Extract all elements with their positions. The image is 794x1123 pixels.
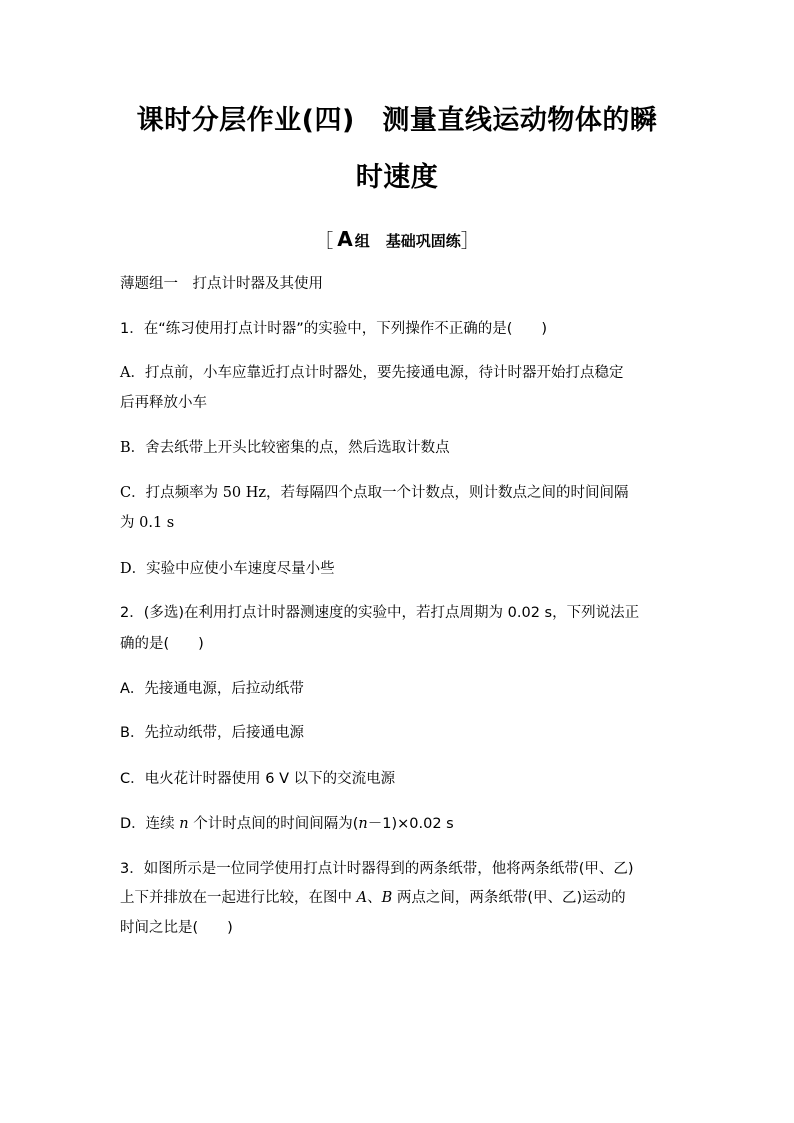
question-3-line-2-prefix: 上下并排放在一起进行比较，在图中 bbox=[120, 890, 357, 906]
group-header bbox=[0, 226, 794, 253]
question-2-option-d bbox=[120, 813, 680, 836]
page-title-line-2: 时速度 bbox=[355, 162, 439, 193]
group-close-bracket: ］ bbox=[460, 230, 480, 252]
question-1-option-b: B．舍去纸带上开头比较密集的点，然后选取计数点 bbox=[120, 440, 450, 456]
question-1-option-d: D．实验中应使小车速度尽量小些 bbox=[120, 561, 335, 577]
question-2-stem-line-2: 确的是( ) bbox=[120, 636, 204, 652]
point-a-label: A bbox=[356, 890, 368, 906]
question-2-option-c: C．电火花计时器使用 6 V 以下的交流电源 bbox=[120, 771, 396, 787]
variable-n: n bbox=[179, 816, 189, 832]
question-2-option-a: A．先接通电源，后拉动纸带 bbox=[120, 681, 304, 697]
group-letter: A bbox=[337, 227, 353, 251]
question-2-option-d-suffix: －1)×0.02 s bbox=[367, 816, 454, 832]
question-1-option-a-line-2: 后再释放小车 bbox=[120, 395, 207, 411]
question-3-separator: 、 bbox=[367, 890, 382, 906]
group-open-bracket: ［ bbox=[314, 230, 334, 252]
question-1-option-a-line-1: A．打点前，小车应靠近打点计时器处，要先接通电源，待计时器开始打点稳定 bbox=[120, 365, 624, 381]
question-2-option-b: B．先拉动纸带，后接通电源 bbox=[120, 725, 304, 741]
group-name: 组 bbox=[354, 232, 370, 250]
variable-n: n bbox=[358, 816, 368, 832]
question-3-line-2 bbox=[120, 887, 680, 910]
point-b-label: B bbox=[381, 890, 393, 906]
question-3-line-2-suffix: 两点之间，两条纸带(甲、乙)运动的 bbox=[392, 890, 626, 906]
question-2-option-d-prefix: D．连续 bbox=[120, 816, 180, 832]
question-3-line-1: 3．如图所示是一位同学使用打点计时器得到的两条纸带，他将两条纸带(甲、乙) bbox=[120, 861, 634, 877]
question-3-line-3: 时间之比是( ) bbox=[120, 920, 233, 936]
question-2-option-d-middle: 个计时点间的时间间隔为( bbox=[188, 816, 359, 832]
question-1-option-c-line-1: C．打点频率为 50 Hz，若每隔四个点取一个计数点，则计数点之间的时间间隔 bbox=[120, 485, 629, 501]
section-heading: 薄题组一 打点计时器及其使用 bbox=[120, 276, 323, 292]
question-1-stem: 1．在“练习使用打点计时器”的实验中，下列操作不正确的是( ) bbox=[120, 321, 548, 337]
page-title-line-1: 课时分层作业(四) 测量直线运动物体的瞬 bbox=[136, 105, 658, 136]
question-1-option-c-line-2: 为 0.1 s bbox=[120, 515, 175, 531]
question-2-stem-line-1: 2．(多选)在利用打点计时器测速度的实验中，若打点周期为 0.02 s，下列说法正 bbox=[120, 605, 640, 621]
group-description: 基础巩固练 bbox=[385, 232, 461, 250]
